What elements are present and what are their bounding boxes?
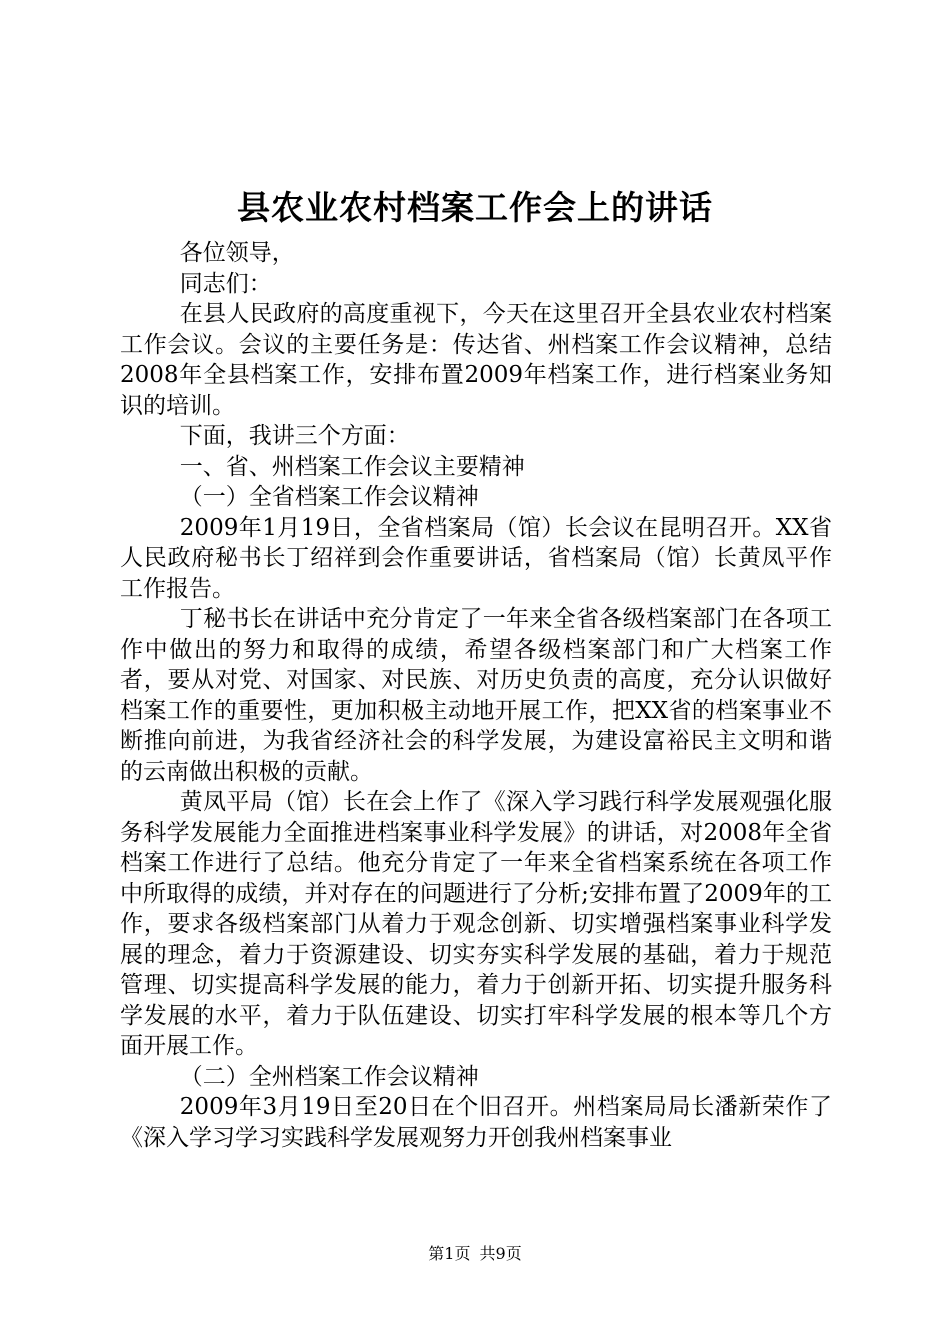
subsection-heading-1: （一）全省档案工作会议精神 <box>179 484 479 510</box>
salutation-comrades: 同志们： <box>179 270 272 297</box>
paragraph-secretary-speech: 丁秘书长在讲话中充分肯定了一年来全省各级档案部门在各项工作中做出的努力和取得的成绩，希望各级档案部门和广大档案工作者，要从对党、对国家、对民族、对历史负责的高度，充分认识做好档案工作的重要性，更加积极主动地开展工作，把XX省的档案事业不断推向前进，为我省经济社会的科学发展，为建设富裕民主文明和谐的云南做出积极的贡献。 <box>120 606 832 785</box>
paragraph-provincial-meeting: 2009年1月19日，全省档案局（馆）长会议在昆明召开。XX省人民政府秘书长丁绍祥到会作重要讲话，省档案局（馆）长黄凤平作工作报告。 <box>120 514 832 602</box>
page-number: 第1页 <box>428 1244 471 1263</box>
page-footer <box>0 1244 950 1264</box>
subsection-heading-2: （二）全州档案工作会议精神 <box>179 1063 479 1090</box>
salutation-leaders: 各位领导， <box>179 240 295 266</box>
page-total: 共9页 <box>479 1244 522 1263</box>
paragraph-intro: 在县人民政府的高度重视下，今天在这里召开全县农业农村档案工作会议。会议的主要任务是：传达省、州档案工作会议精神，总结2008年全县档案工作，安排布置2009年档案工作，进行档案业务知识的培训。 <box>120 301 832 419</box>
paragraph-director-report: 黄凤平局（馆）长在会上作了《深入学习践行科学发展观强化服务科学发展能力全面推进档案事业科学发展》的讲话，对2008年全省档案工作进行了总结。他充分肯定了一年来全省档案系统在各项工作中所取得的成绩，并对存在的问题进行了分析;安排布置了2009年的工作，要求各级档案部门从着力于观念创新、切实增强档案事业科学发展的理念，着力于资源建设、切实夯实科学发展的基础，着力于规范管理、切实提高科学发展的能力，着力于创新开拓、切实提升服务科学发展的水平，着力于队伍建设、切实打牢科学发展的根本等几个方面开展工作。 <box>120 789 832 1059</box>
paragraph-outline: 下面，我讲三个方面： <box>179 423 410 449</box>
section-heading-1: 一、省、州档案工作会议主要精神 <box>179 453 525 480</box>
document-body <box>120 238 832 1153</box>
paragraph-prefecture-meeting: 2009年3月19日至20日在个旧召开。州档案局局长潘新荣作了《深入学习学习实践科学发展观努力开创我州档案事业 <box>120 1094 832 1151</box>
document-title: 县农业农村档案工作会上的讲话 <box>237 188 713 227</box>
